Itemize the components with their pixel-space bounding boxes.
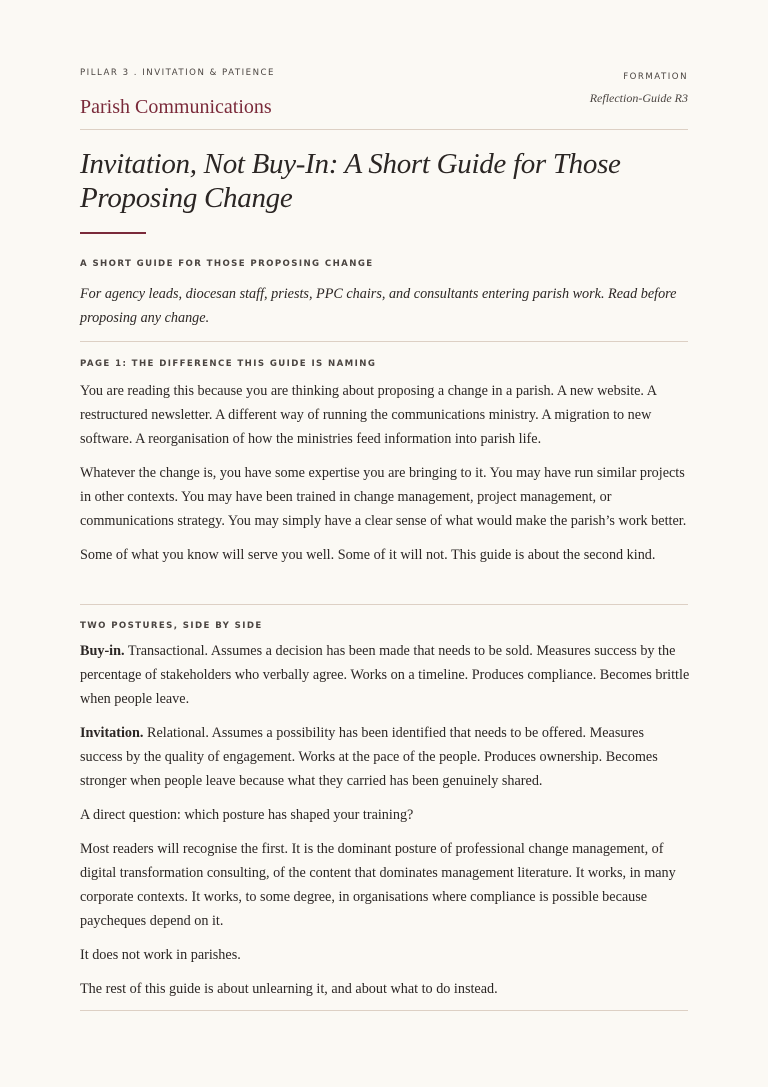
intro-divider xyxy=(80,341,688,342)
buyin-paragraph xyxy=(80,639,690,711)
footer-divider xyxy=(80,1010,688,1011)
paragraph: It does not work in parishes. xyxy=(80,947,241,963)
postures-body xyxy=(80,639,690,1011)
section-divider xyxy=(80,604,688,605)
page-title: Invitation, Not Buy-In: A Short Guide for Those Proposing Change xyxy=(80,148,621,214)
buyin-term: Buy-in. xyxy=(80,643,125,659)
reference-label: Reflection-Guide R3 xyxy=(589,91,688,105)
invitation-term: Invitation. xyxy=(80,725,144,741)
paragraph: Some of what you know will serve you well. Some of it will not. This guide is about the second kind. xyxy=(80,547,656,563)
postures-label: TWO POSTURES, SIDE BY SIDE xyxy=(80,621,263,631)
invitation-definition: Relational. Assumes a possibility has been identified that needs to be offered. Measures success by the quality of engagement. Works at the pace of the people. Produces ownership. Becomes stronger when people leave because what they carried has been genuinely shared. xyxy=(80,725,658,789)
invitation-paragraph xyxy=(80,721,690,793)
paragraph: The rest of this guide is about unlearning it, and about what to do instead. xyxy=(80,981,498,997)
paragraph: A direct question: which posture has shaped your training? xyxy=(80,807,414,823)
paragraph: Most readers will recognise the first. It is the dominant posture of professional change management, of digital transformation consulting, of the content that dominates management literature. It works, in many corporate contexts. It works, to some degree, in organisations where compliance is possible because paycheques depend on it. xyxy=(80,841,676,929)
intro-label: A SHORT GUIDE FOR THOSE PROPOSING CHANGE xyxy=(80,259,374,269)
pillar-label: PILLAR 3 . INVITATION & PATIENCE xyxy=(80,68,275,78)
title-accent-rule xyxy=(80,232,146,234)
page1-label: PAGE 1: THE DIFFERENCE THIS GUIDE IS NAMING xyxy=(80,359,377,369)
section-label: FORMATION xyxy=(623,72,688,82)
brand-name: Parish Communications xyxy=(80,96,272,118)
header-divider xyxy=(80,129,688,130)
buyin-definition: Transactional. Assumes a decision has been made that needs to be sold. Measures success by the percentage of stakeholders who verbally agree. Works on a timeline. Produces compliance. Becomes brittle when people leave. xyxy=(80,643,690,707)
intro-text: For agency leads, diocesan staff, priests, PPC chairs, and consultants entering parish work. Read before proposing any change. xyxy=(80,286,677,326)
paragraph: You are reading this because you are thinking about proposing a change in a parish. A new website. A restructured newsletter. A different way of running the communications ministry. A migration to new software. A reorganisation of how the ministries feed information into parish life. xyxy=(80,383,657,447)
paragraph: Whatever the change is, you have some expertise you are bringing to it. You may have run similar projects in other contexts. You may have been trained in change management, project management, or communications strategy. You may simply have a clear sense of what would make the parish’s work better. xyxy=(80,465,687,529)
page1-body xyxy=(80,379,690,577)
